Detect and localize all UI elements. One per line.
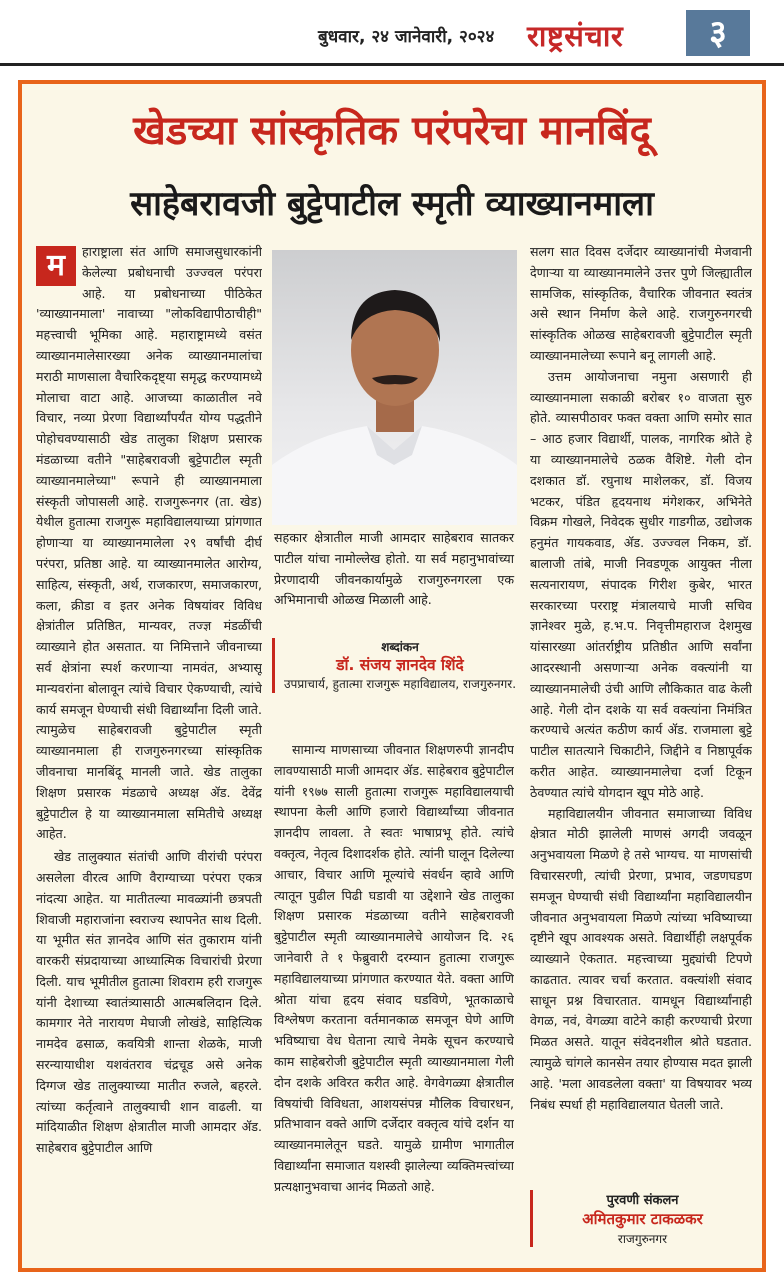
drop-cap: म [36, 246, 76, 286]
paragraph: उत्तम आयोजनाचा नमुना असणारी ही व्याख्यानमाला सकाळी बरोबर १० वाजता सुरु होते. व्यासपीठावर फक्त वक्ता आणि समोर सात – आठ हजार विद्यार्थी, पालक, नागरिक श्रोते हे या व्याख्यानमालेचे ठळक वैशिष्टे. गेली दोन दशकात डॉ. रघुनाथ माशेलकर, डॉ. विजय भटकर, पंडित हृदयनाथ मंगेशकर, अभिनेते विक्रम गोखले, निवेदक सुधीर गाडगीळ, उद्योजक हनुमंत गायकवाड, ॲड. उज्ज्वल निकम, डॉ. बालाजी तांबे, माजी निवडणूक आयुक्त नीला सत्यनारायण, संपादक गिरीश कुबेर, भारत सरकारच्या परराष्ट्र मंत्रालयाचे माजी सचिव ज्ञानेश्वर मुळे, ह.भ.प. निवृत्तीमहाराज देशमुख यांसारख्या आंतर्राष्ट्रीय प्रतिष्ठीत आणि सर्वांना आदरस्थानी असणाऱ्या अनेक वक्त्यांनी या व्याख्यानमालेची उंची आणि लौकिकात वाढ केली आहे. गेली दोन दशके या सर्व वक्त्यांना निमंत्रित करण्याचे अत्यंत कठीण कार्य ॲड. राजमाला बुट्टे पाटील सातत्याने चिकाटीने, जिद्दीने व निष्ठापूर्वक करीत आहेत. व्याख्यानमालेचा दर्जा टिकून ठेवण्यात त्यांचे योगदान खूप मोठे आहे. [530, 368, 752, 800]
compiled-label: पुरवणी संकलन [606, 1193, 679, 1208]
paragraph: सलग सात दिवस दर्जेदार व्याख्यानांची मेजवानी देणाऱ्या या व्याख्यानमालेने उत्तर पुणे जिल्ह्यातील सामजिक, सांस्कृतिक, वैचारिक जीवनात स्वतंत्र असे स्थान निर्माण केले आहे. राजगुरुनगरची सांस्कृतिक ओळख साहेबरावजी बुट्टेपाटील स्मृती व्याख्यानमालेच्या रूपाने बनू लागली आहे. [530, 244, 752, 363]
compiler-name: अमितकुमार टाकळकर [582, 1210, 703, 1228]
author-name: डॉ. संजय ज्ञानदेव शिंदे [336, 656, 464, 674]
paragraph: खेड तालुक्यात संतांची आणि वीरांची परंपरा असलेला वीरत्व आणि वैराग्याच्या परंपरा एकत्र नांदत्या आहेत. या मातीतल्या मावळ्यांनी छत्रपती शिवाजी महाराजांना स्वराज्य स्थापनेत साथ दिली. या भूमीत संत ज्ञानदेव आणि संत तुकाराम यांनी वारकरी संप्रदायाच्या आध्यात्मिक विचारांची प्रेरणा दिली. याच भूमीतील हुतात्मा शिवराम हरी राजगुरू यांनी देशाच्या स्वातंत्र्यासाठी आत्मबलिदान दिले. कामगार नेते नारायण मेघाजी लोखंडे, साहित्यिक नामदेव ढसाळ, कवयित्री शान्ता शेळके, माजी सरन्यायाधीश यशवंतराव चंद्रचूड असे अनेक दिग्गज खेड तालुक्याच्या मातीत रुजले, बहरले. त्यांच्या कर्तृत्वाने तालुक्याची शान वाढली. या मांदियाळीत शिक्षण क्षेत्रातील माजी आमदार ॲड. साहेबराव बुट्टेपाटील आणि [36, 849, 262, 1156]
headline: खेडच्या सांस्कृतिक परंपरेचा मानबिंदू [133, 108, 651, 154]
author-designation: उपप्राचार्य, हुतात्मा राजगुरू महाविद्यालय, राजगुरुनगर. [283, 677, 517, 691]
article-column-3 [530, 242, 752, 1176]
article-column-1 [36, 242, 262, 1266]
paragraph: हाराष्ट्राला संत आणि समाजसुधारकांनी केलेल्या प्रबोधनाची उज्ज्वल परंपरा आहे. या प्रबोधनाच्या पीठिकेत 'व्याख्यानमाला' नावाच्या "लोकविद्यापीठाचीही" महत्त्वाची भूमिका आहे. महाराष्ट्रामध्ये वसंत व्याख्यानमालेसारख्या अनेक व्याख्यानमालांचा मराठी माणसाला वैचारिकदृष्ट्या समृद्ध करण्यामध्ये मोलाचा वाटा आहे. आजच्या काळातील नवे विचार, नव्या प्रेरणा विद्यार्थ्यांपर्यंत योग्य पद्धतीने पोहोचवण्यासाठी खेड तालुका शिक्षण प्रसारक मंडळाच्या वतीने "साहेबरावजी बुट्टेपाटील स्मृती व्याख्यानमालेच्या" रूपाने ही व्याख्यानमाला संस्कृती जोपासली आहे. राजगुरूनगर (ता. खेड) येथील हुतात्मा राजगुरू महाविद्यालयाच्या प्रांगणात होणाऱ्या या व्याख्यानमालेला २९ वर्षांची दीर्घ परंपरा, प्रतिष्ठा आहे. या व्याख्यानमालेत आरोग्य, साहित्य, संस्कृती, अर्थ, राजकारण, समाजकारण, कला, क्रीडा व इतर अनेक विषयांवर विविध क्षेत्रांतील प्रतिष्ठित, मान्यवर, तज्ज्ञ मंडळींची व्याख्याने होत असतात. या निमित्ताने जीवनाच्या सर्व क्षेत्रांना स्पर्श करणाऱ्या नामवंत, अभ्यासू मान्यवरांना बोलावून त्यांचे विचार ऐकण्याची, त्यांचे कार्य समजून घेण्याची संधी विद्यार्थ्यांना दिली जाते. त्यामुळेच साहेबरावजी बुट्टेपाटील स्मृती व्याख्यानमाला ही राजगुरुनगरच्या सांस्कृतिक जीवनाचा मानबिंदू मानली जाते. खेड तालुका शिक्षण प्रसारक मंडळाचे अध्यक्ष ॲड. देवेंद्र बुट्टेपाटील हे या व्याख्यानमाला समितीचे अध्यक्ष आहेत. [36, 244, 262, 842]
compiled-by [530, 1190, 752, 1247]
portrait-photo [272, 250, 517, 525]
page-header [0, 0, 784, 66]
byline [272, 638, 517, 693]
article-column-2 [274, 740, 514, 1266]
paragraph: महाविद्यालयीन जीवनात समाजाच्या विविध क्षेत्रात मोठी झालेली माणसं अगदी जवळून अनुभवायला मिळणे हे तसे भाग्यच. या माणसांची विचारसरणी, त्यांची प्रेरणा, प्रभाव, जडणघडण समजून घेण्याची संधी विद्यार्थ्यांना महाविद्यालयीन जीवनात अनुभवायला मिळणे त्यांच्या भविष्याच्या दृष्टीने खूप आवश्यक असते. विद्यार्थीही लक्षपूर्वक व्याख्याने ऐकतात. महत्त्वाच्या मुद्द्यांची टिपणे काढतात. त्यावर चर्चा करतात. वक्त्यांशी संवाद साधून प्रश्न विचारतात. यामधून विद्यार्थ्यांनाही वेगळ, नवं, वेगळ्या वाटेने काही करण्याची प्रेरणा मिळत असते. यातून संवेदनशील श्रोते घडतात. त्यामुळे चांगले कानसेन तयार होण्यास मदत झाली आहे. 'मला आवडलेला वक्ता' या विषयावर भव्य निबंध स्पर्धा ही महाविद्यालयात घेतली जाते. [530, 805, 752, 1112]
issue-date: बुधवार, २४ जानेवारी, २०२४ [318, 27, 495, 47]
paragraph: सामान्य माणसाच्या जीवनात शिक्षणरुपी ज्ञानदीप लावण्यासाठी माजी आमदार ॲड. साहेबराव बुट्टेपाटील यांनी १९७७ साली हुतात्मा राजगुरू महाविद्यालयाची स्थापना केली आणि हजारो विद्यार्थ्यांच्या जीवनात ज्ञानदीप लावला. ते स्वतः भाषाप्रभू होते. त्यांचे वक्तृत्व, नेतृत्व दिशादर्शक होते. त्यांनी घालून दिलेल्या आचार, विचार आणि मूल्यांचे संवर्धन व्हावे आणि त्यातून पुढील पिढी घडावी या उद्देशाने खेड तालुका शिक्षण प्रसारक मंडळाच्या वतीने साहेबरावजी बुट्टेपाटील स्मृती व्याख्यानमालेचे आयोजन दि. २६ जानेवारी ते १ फेब्रुवारी दरम्यान हुतात्मा राजगुरू महाविद्यालयाच्या प्रांगणात करण्यात येते. वक्ता आणि श्रोता यांचा हृदय संवाद घडविणे, भूतकाळाचे विश्लेषण करताना वर्तमानकाळ समजून घेणे आणि भविष्याचा वेध घेताना त्याचे नेमके सूचन करण्याचे काम साहेबरोजी बुट्टेपाटील स्मृती व्याख्यानमाला गेली दोन दशके अविरत करीत आहे. वेगवेगळ्या क्षेत्रातील विषयांची विविधता, आशयसंपन्न मौलिक विचारधन, प्रतिभावान वक्ते आणि दर्जेदार वक्तृत्व यांचे दर्शन या व्याख्यानमालेतून घडते. यामुळे ग्रामीण भागातील विद्यार्थ्यांना समाजात यशस्वी झालेल्या व्यक्तिमत्त्वांच्या प्रत्यक्षानुभवाचा आनंद मिळतो आहे. [274, 742, 514, 1194]
newspaper-name: राष्ट्रसंचार [527, 19, 624, 53]
photo-caption: सहकार क्षेत्रातील माजी आमदार साहेबराव सातकर पाटील यांचा नामोल्लेख होतो. या सर्व महानुभावांच्या प्रेरणादायी जीवनकार्यामुळे राजगुरुनगरला एक अभिमानाची ओळख मिळाली आहे. [274, 530, 514, 608]
byline-label: शब्दांकन [381, 640, 419, 654]
subheadline: साहेबरावजी बुट्टेपाटील स्मृती व्याख्यानमाला [130, 184, 654, 224]
compiler-location: राजगुरुनगर [617, 1232, 668, 1246]
portrait-illustration [272, 250, 517, 525]
page-number: ३ [686, 10, 750, 56]
